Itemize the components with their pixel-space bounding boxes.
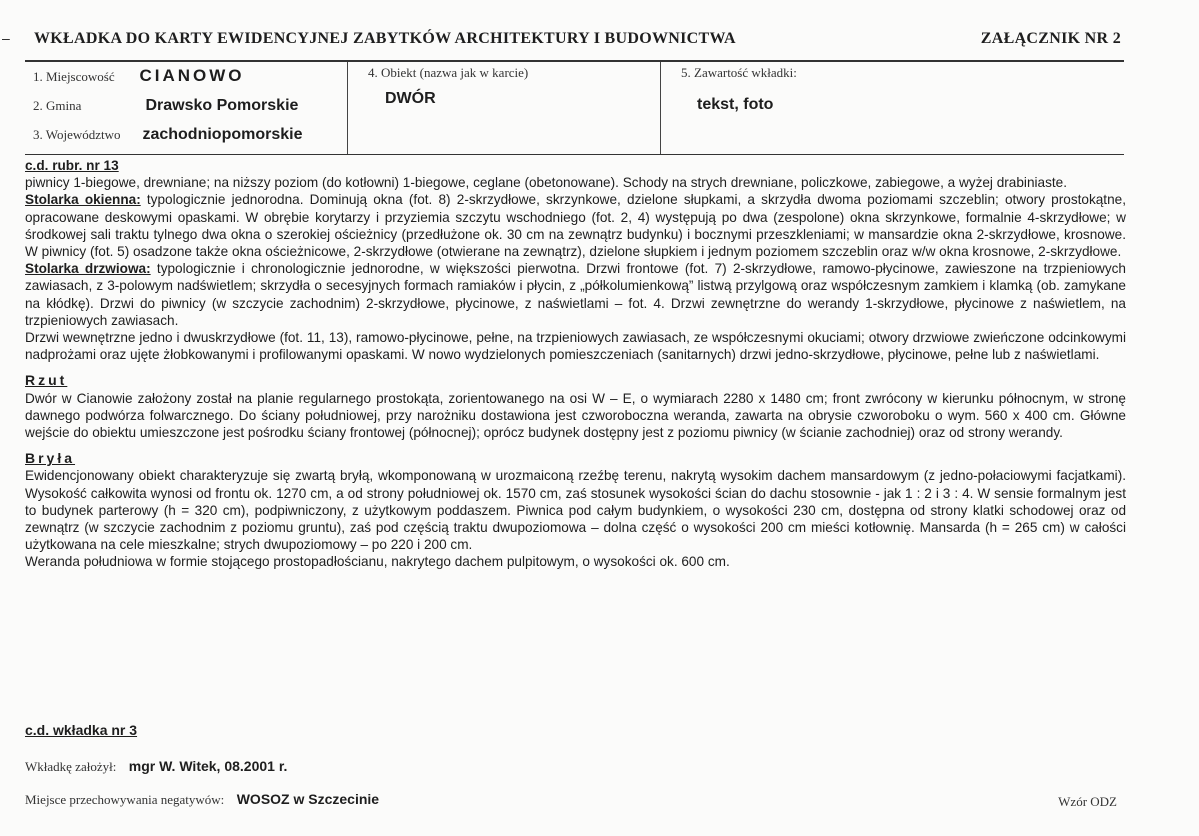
continuation-heading: c.d. rubr. nr 13 [25,158,119,173]
interior-doors-paragraph: Drzwi wewnętrzne jedno i dwuskrzydłowe (fot. 11, 13), ramowo-płycinowe, pełne, na trzpieniowych zawiasach, ze współczesnymi okuciami; otwory drzwiowe zwieńczone odcinkowymi nadprożami oraz ujęte żłobkowanymi i profilowanymi opaskami. W nowo wydzielonych pomieszczeniach (sanitarnych) drzwi jedno-skrzydłowe, płycinowe, pełne lub z naświetlami. [25,330,1126,363]
document-title: WKŁADKA DO KARTY EWIDENCYJNEJ ZABYTKÓW ARCHITEKTURY I BUDOWNICTWA [34,30,736,47]
storage-label: Miejsce przechowywania negatywów: [25,792,225,807]
continuation-insert: c.d. wkładka nr 3 [25,722,138,738]
massing-heading: Bryła [25,450,76,467]
location-column [25,62,347,154]
windows-lead: Stolarka okienna: [25,192,141,208]
doors-paragraph [25,260,1126,329]
plan-paragraph: Dwór w Cianowie założony został na planie regularnego prostokąta, zorientowanego na osi W – E, o wymiarach 2280 x 1480 cm; front zwrócony w kierunku północnym, w stronę dawnego podwórza folwarcznego. Do ściany południowej, przy narożniku dostawiona jest czworoboczna weranda, zawarta na obrysie czworoboku o wym. 560 x 400 cm. Główne wejście do obiektu umieszczone jest pośrodku ściany frontowej (północnej); oprócz budynek dostępny jest z poziomu piwnicy (w ścianie zachodniej) oraz od strony werandy. [25,390,1126,441]
plan-heading: Rzut [25,372,68,389]
negatives-storage-line [25,791,379,809]
annex-number: ZAŁĄCZNIK NR 2 [980,30,1121,47]
identification-box [25,60,1124,155]
stairs-paragraph: piwnicy 1-biegowe, drewniane; na niższy poziom (do kotłowni) 1-biegowe, ceglane (obetonowane). Schody na strych drewniane, policzkowe, zabiegowe, a wyżej drabiniaste. [25,175,1067,191]
field-object-value: DWÓR [385,90,436,107]
field-locality-value: CIANOWO [139,66,245,85]
field-contents-label: 5. Zawartość wkładki: [681,65,797,80]
author-label: Wkładkę założył: [25,759,117,774]
storage-value: WOSOZ w Szczecinie [236,791,380,807]
windows-paragraph [25,191,1126,260]
field-contents-value: tekst, foto [697,96,774,113]
field-locality-label: 1. Miejscowość [33,69,115,84]
massing-paragraph: Ewidencjonowany obiekt charakteryzuje się zwartą bryłą, wkomponowaną w urozmaiconą rzeźbę terenu, nakrytą wysokim dachem mansardowym (z jedno-połaciowymi facjatkami). Wysokość całkowita wynosi od frontu ok. 1270 cm, a od strony południowej ok. 1570 cm, zaś stosunek wysokości ścian do dachu stosownie - jak 1 : 2 i 3 : 4. W sensie formalnym jest to budynek parterowy (h = 320 cm), podpiwniczony, z użytkowym poddaszem. Piwnica pod całym budynkiem, o wysokości 230 cm, dostępna od strony klatki schodowej oraz od zewnątrz (w szczycie zachodnim z poziomu gruntu), zaś pod częścią traktu dwupoziomowa – dolna część o wysokości 200 cm mieści kotłownię. Mansarda (h = 265 cm) w całości użytkowana na cele mieszkalne; strych dwupoziomowy – po 220 i 200 cm. [25,468,1126,553]
field-commune-label: 2. Gmina [33,98,82,113]
document-body [25,157,1126,571]
veranda-paragraph: Weranda południowa w formie stojącego prostopadłościanu, nakrytego dachem pulpitowym, o wysokości ok. 600 cm. [25,554,730,570]
margin-mark: – [2,30,10,46]
field-object-label: 4. Obiekt (nazwa jak w karcie) [368,65,529,80]
contents-column [660,62,1125,154]
doors-lead: Stolarka drzwiowa: [25,261,151,277]
field-commune [33,97,298,115]
field-commune-value: Drawsko Pomorskie [145,97,299,114]
windows-text: typologicznie jednorodna. Dominują okna (fot. 8) 2-skrzydłowe, skrzynkowe, dzielone słupkami, a skrzydła dwoma poziomami szczeblin; otwory prostokątne, opracowane deskowymi opaskami. W obrębie korytarzy i przyziemia szczytu wschodniego (fot. 2, 4) występują po dwa (zespolone) okna skrzynkowe, formalnie 4-skrzydłowe; w środkowej sali traktu tylnego dwa okna o szerokiej ościeżnicy (przedłużone ok. 30 cm na zewnątrz budynku) i bocznymi przeszkleniami; w mansardzie okna 2-skrzydłowe, krosnowe. W piwnicy (fot. 5) osadzone także okna ościeżnicowe, 2-skrzydłowe (otwierane na zewnątrz), dzielone słupkiem i jednym poziomem szczeblin oraz w/w okna krosnowe, 2-skrzydłowe. [25,192,1126,260]
field-locality [33,66,245,86]
field-voivodeship-label: 3. Województwo [33,127,121,142]
form-template-label: Wzór ODZ [1058,794,1117,809]
author-value: mgr W. Witek, 08.2001 r. [128,758,288,774]
object-column [347,62,661,154]
doors-text: typologicznie i chronologicznie jednorodne, w większości pierwotna. Drzwi frontowe (fot. 7) 2-skrzydłowe, ramowo-płycinowe, zawieszone na trzpieniowych zawiasach, z 3-polowym nadświetlem; skrzydła o secesyjnych formach ramiaków i płycin, z „półkolumienkową” listwą przylgową oraz współczesnym zamkiem i klamką (ob. zamykane na kłódkę). Drzwi do piwnicy (w szczycie zachodnim) 2-skrzydłowe, płycinowe, z naświetlami – fot. 4. Drzwi zewnętrzne do werandy 1-skrzydłowe, płycinowe z naświetlem, na trzpieniowych zawiasach. [25,261,1126,328]
document-header [0,30,1199,52]
field-voivodeship [33,126,302,144]
author-line [25,758,287,776]
field-voivodeship-value: zachodniopomorskie [142,126,303,143]
